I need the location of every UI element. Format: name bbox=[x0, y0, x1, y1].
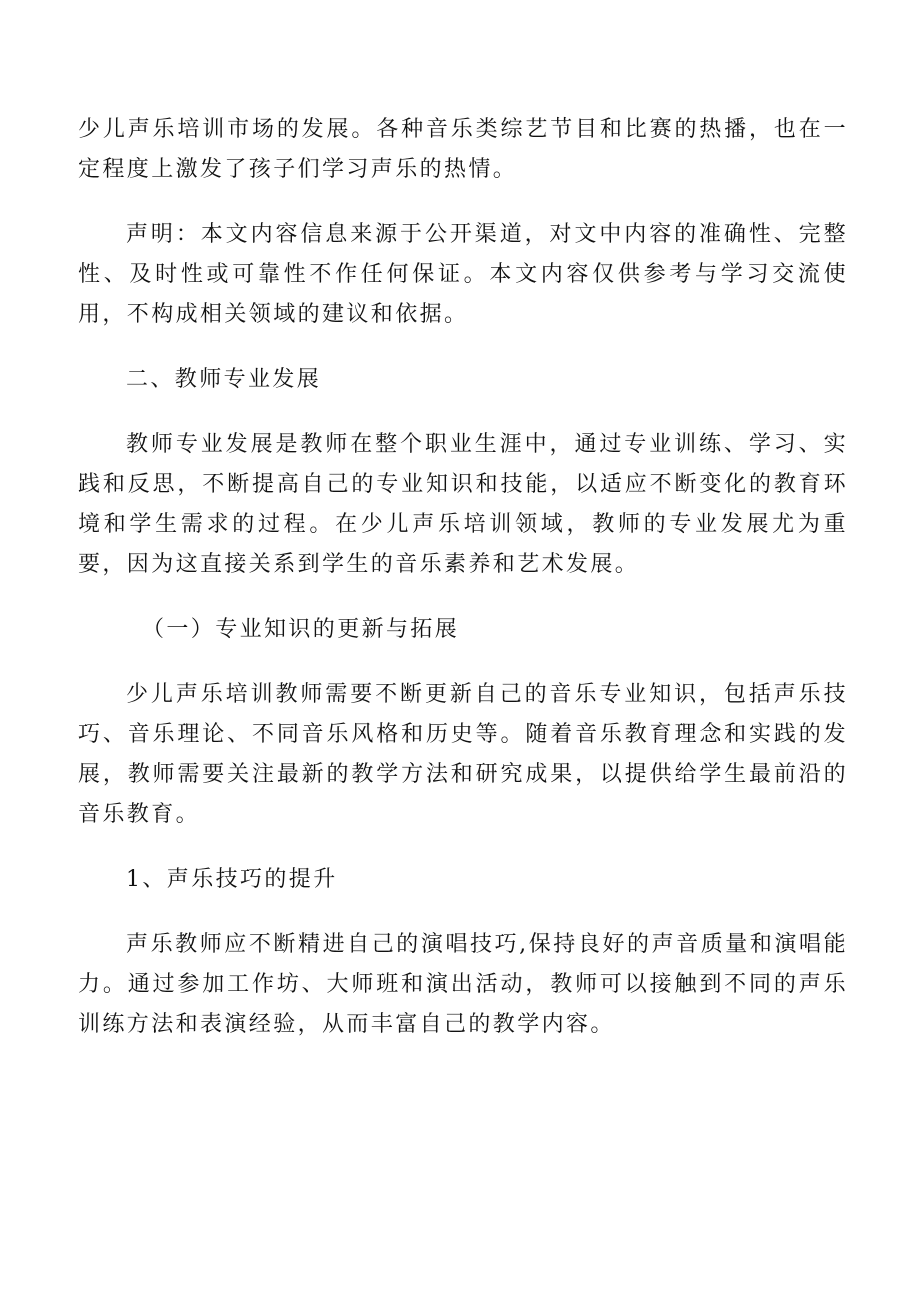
paragraph-teacher-development: 教师专业发展是教师在整个职业生涯中，通过专业训练、学习、实践和反思，不断提高自己的专业知识和技能，以适应不断变化的教育环境和学生需求的过程。在少儿声乐培训领域，教师的专业发展尤为重要，因为这直接关系到学生的音乐素养和艺术发展。 bbox=[78, 432, 848, 577]
paragraph-market-development: 少儿声乐培训市场的发展。各种音乐类综艺节目和比赛的热播，也在一定程度上激发了孩子们学习声乐的热情。 bbox=[78, 117, 848, 182]
paragraph-disclaimer: 声明：本文内容信息来源于公开渠道，对文中内容的准确性、完整性、及时性或可靠性不作任何保证。本文内容仅供参考与学习交流使用，不构成相关领域的建议和依据。 bbox=[78, 222, 848, 327]
paragraph-vocal-skills: 声乐教师应不断精进自己的演唱技巧,保持良好的声音质量和演唱能力。通过参加工作坊、大师班和演出活动，教师可以接触到不同的声乐训练方法和表演经验，从而丰富自己的教学内容。 bbox=[78, 932, 848, 1037]
paragraph-knowledge-update: 少儿声乐培训教师需要不断更新自己的音乐专业知识，包括声乐技巧、音乐理论、不同音乐风格和历史等。随着音乐教育理念和实践的发展，教师需要关注最新的教学方法和研究成果，以提供给学生最前沿的音乐教育。 bbox=[78, 682, 848, 827]
section-heading-teacher-development: 二、教师专业发展 bbox=[126, 367, 322, 392]
subsection-heading-knowledge-update: （一）专业知识的更新与拓展 bbox=[142, 617, 460, 642]
item-heading-vocal-skills: 1、声乐技巧的提升 bbox=[126, 867, 338, 892]
document-body bbox=[78, 110, 848, 1070]
